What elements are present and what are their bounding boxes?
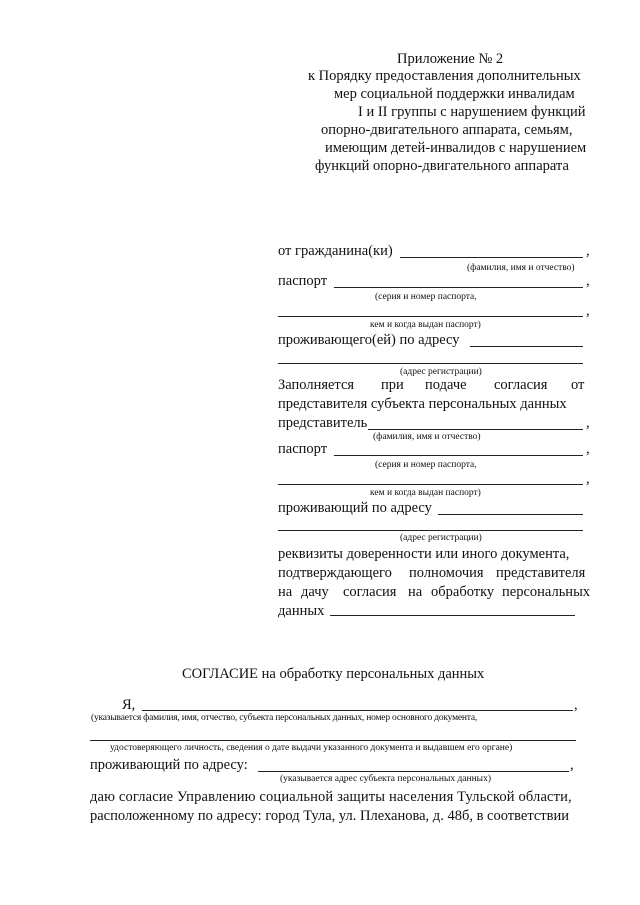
proxy-line-4-label: данных (278, 603, 325, 619)
subject-caption-1: (указывается фамилия, имя, отчество, субъекта персональных данных, номер основного документа, (91, 713, 478, 723)
from-citizen-field[interactable] (400, 257, 583, 258)
subject-document-field[interactable] (90, 740, 576, 741)
rep-passport-issued-caption: кем и когда выдан паспорт) (370, 488, 481, 498)
rep-intro-word-5: от (571, 377, 585, 393)
appendix-title: Приложение № 2 (397, 51, 504, 67)
comma: , (586, 303, 590, 319)
proxy-line-3-word-6: персональных (502, 584, 591, 600)
rep-passport-field[interactable] (334, 455, 583, 456)
rep-intro-line-2: представителя субъекта персональных данных (278, 396, 567, 412)
rep-address-field-line-2[interactable] (278, 530, 583, 531)
passport-issued-field[interactable] (278, 316, 583, 317)
proxy-line-1: реквизиты доверенности или иного документа, (278, 546, 570, 562)
rep-passport-label: паспорт (278, 441, 328, 457)
address-caption: (адрес регистрации) (400, 367, 482, 377)
appendix-line-5: имеющим детей-инвалидов с нарушением (325, 140, 587, 156)
proxy-line-2-word-1: подтверждающего (278, 565, 392, 581)
appendix-line-6: функций опорно-двигательного аппарата (315, 158, 569, 174)
rep-passport-issued-field[interactable] (278, 484, 583, 485)
rep-address-label: проживающий по адресу (278, 500, 432, 516)
ya-label: Я, (122, 697, 136, 713)
representative-caption: (фамилия, имя и отчество) (373, 432, 481, 442)
proxy-line-3-word-2: дачу (301, 584, 329, 600)
rep-intro-word-3: подаче (425, 377, 467, 393)
consent-body-line-2: расположенному по адресу: город Тула, ул. Плеханова, д. 48б, в соответствии (90, 808, 569, 824)
comma: , (586, 415, 590, 431)
address-field[interactable] (470, 346, 583, 347)
proxy-line-3-word-3: согласия (343, 584, 397, 600)
proxy-line-2-word-3: представителя (496, 565, 586, 581)
passport-caption: (серия и номер паспорта, (375, 292, 477, 302)
representative-label: представитель (278, 415, 368, 431)
consent-body-line-1: даю согласие Управлению социальной защиты населения Тульской области, (90, 789, 572, 805)
rep-passport-caption: (серия и номер паспорта, (375, 460, 477, 470)
appendix-line-1: к Порядку предоставления дополнительных (308, 68, 581, 84)
comma: , (570, 757, 574, 773)
comma: , (586, 441, 590, 457)
from-citizen-caption: (фамилия, имя и отчество) (467, 263, 575, 273)
comma: , (586, 243, 590, 259)
representative-field[interactable] (368, 429, 583, 430)
appendix-line-2: мер социальной поддержки инвалидам (334, 86, 575, 102)
address-field-line-2[interactable] (278, 363, 583, 364)
proxy-line-3-word-1: на (278, 584, 293, 600)
comma: , (574, 697, 578, 713)
comma: , (586, 471, 590, 487)
subject-address-label: проживающий по адресу: (90, 757, 248, 773)
consent-title: СОГЛАСИЕ на обработку персональных данных (182, 666, 485, 682)
appendix-line-4: опорно-двигательного аппарата, семьям, (321, 122, 573, 138)
from-citizen-label: от гражданина(ки) (278, 243, 393, 259)
address-label: проживающего(ей) по адресу (278, 332, 460, 348)
subject-name-field[interactable] (142, 710, 573, 711)
passport-field[interactable] (334, 287, 583, 288)
rep-address-field[interactable] (438, 514, 583, 515)
proxy-line-2-word-2: полномочия (409, 565, 484, 581)
subject-address-caption: (указывается адрес субъекта персональных данных) (280, 774, 491, 784)
passport-label: паспорт (278, 273, 328, 289)
rep-address-caption: (адрес регистрации) (400, 533, 482, 543)
rep-intro-word-2: при (381, 377, 404, 393)
passport-issued-caption: кем и когда выдан паспорт) (370, 320, 481, 330)
subject-address-field[interactable] (258, 771, 569, 772)
comma: , (586, 273, 590, 289)
proxy-details-field[interactable] (330, 615, 575, 616)
appendix-line-3: I и II группы с нарушением функций (358, 104, 586, 120)
proxy-line-3-word-5: обработку (431, 584, 495, 600)
rep-intro-word-4: согласия (494, 377, 548, 393)
proxy-line-3-word-4: на (408, 584, 423, 600)
rep-intro-word-1: Заполняется (278, 377, 355, 393)
subject-caption-2: удостоверяющего личность, сведения о дате выдачи указанного документа и выдавшем его органе) (110, 743, 513, 753)
